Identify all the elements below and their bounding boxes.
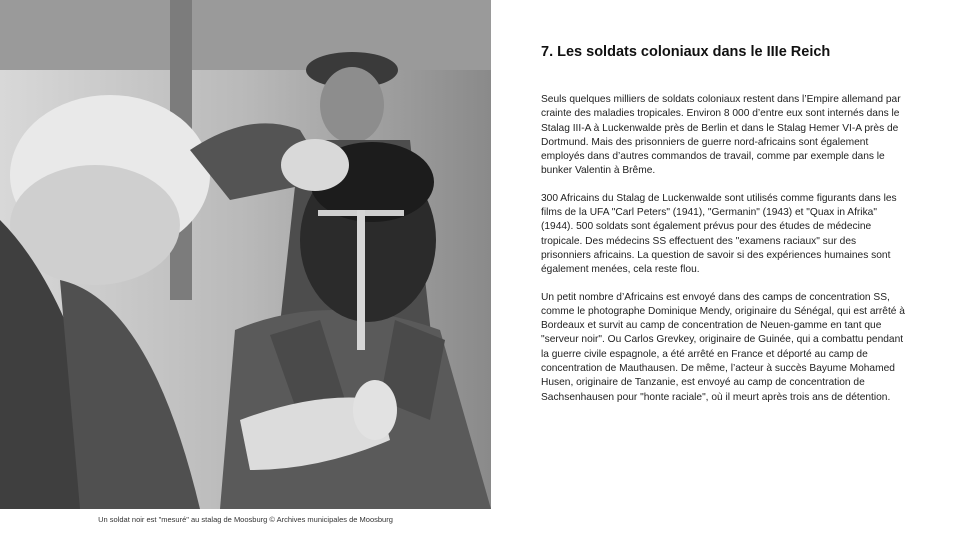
article <box>541 44 906 418</box>
article-paragraph: Un petit nombre d’Africains est envoyé dans des camps de concentration SS, comme le photographe Dominique Mendy, originaire du Sénégal, qui est arrêté à Bordeaux et survit au camp de concentration de Neuen-gamme en tant que "serveur noir". Ou Carlos Grevkey, originaire de Guinée, qui a combattu pendant la guerre civile espagnole, a été arrêté en France et déporté au camp de concentration de Mauthausen. De même, l’acteur à succès Bayume Mohamed Husen, originaire de Tanzanie, est envoyé au camp de concentration de Sachsenhausen pour "honte raciale", où il meurt après trois ans de détention. <box>541 291 905 403</box>
photo-caption: Un soldat noir est "mesuré" au stalag de Moosburg © Archives municipales de Moosburg <box>98 515 393 524</box>
historical-photo <box>0 0 491 509</box>
photo-illustration <box>0 0 491 509</box>
article-paragraph: 300 Africains du Stalag de Luckenwalde sont utilisés comme figurants dans les films de la UFA "Carl Peters" (1941), "Germanin" (1943) et "Quax in Afrika" (1944). 500 soldats sont également prévus pour des études de médecine tropicale. Des médecins SS effectuent des "examens raciaux" sur des prisonniers africains. La question de savoir si des expériences humaines sont également menées, cela reste flou. <box>541 192 897 276</box>
article-paragraph: Seuls quelques milliers de soldats coloniaux restent dans l’Empire allemand par crainte des maladies tropicales. Environ 8 000 d’entre eux sont internés dans le Stalag III-A à Luckenwalde près de Berlin et dans le Stalag Hemer VI-A près de Dortmund. Mais des prisonniers de guerre nord-africains sont également employés dans d’autres commandos de travail, comme par exemple dans le bunker Valentin à Brême. <box>541 94 901 177</box>
article-title: 7. Les soldats coloniaux dans le IIIe Reich <box>541 44 831 60</box>
